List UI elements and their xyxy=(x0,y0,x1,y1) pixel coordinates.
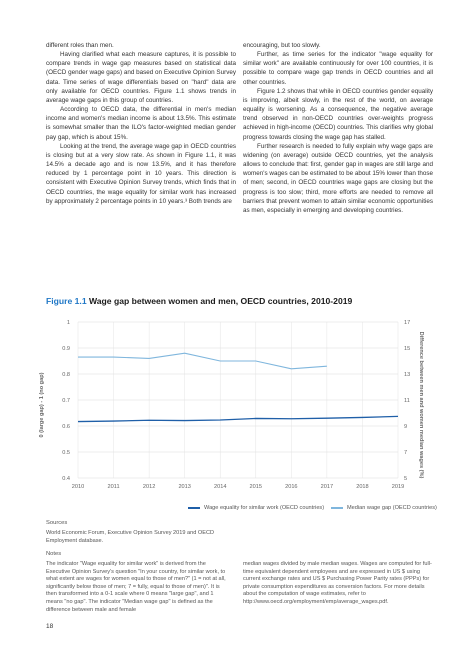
x-tick-label: 2019 xyxy=(391,484,405,490)
y-right-tick-label: 9 xyxy=(404,424,408,430)
y-left-tick-label: 0.6 xyxy=(62,424,70,430)
notes-text-left: The indicator "Wage equality for similar work" is derived from the Executive Opinion Survey's question "In your country, for similar work, to what extent are wages for women equal to those of men?" (1 = not at all, significantly below those of men; 7 = fully, equal to those of men)". It is then transformed into a 0-1 scale where 0 means "large gap", and 1 means "no gap". The indicator "Median wage gap" is defined as the difference between male and female xyxy=(46,561,226,613)
body-column-right xyxy=(243,41,433,215)
notes-text-right: median wages divided by male median wages. Wages are computed for full-time equivalent dependent employees and are expressed in US $ using current exchange rates and US $ Purchasing Power Parity rates (PPPs) for private consumption expenditures as conversion factors. For more details about the computation of wage estimates, refer to http://www.oecd.org/employment/emp/average_wages.pdf. xyxy=(243,561,432,605)
y-axis-right-label: Difference between men and women median wages (%) xyxy=(418,331,424,479)
y-right-tick-label: 5 xyxy=(404,476,408,482)
legend-label: Wage equality for similar work (OECD countries) xyxy=(204,505,325,511)
x-tick-label: 2010 xyxy=(71,484,85,490)
body-paragraph: different roles than men. xyxy=(46,42,114,49)
body-paragraph: Looking at the trend, the average wage gap in OECD countries is closing but at a very slow rate. As shown in Figure 1.1, it was 14.5% a decade ago and is now 13.5%, and it has therefore reduced by 1 percentage point in 10 years. This direction is consistent with Executive Opinion Survey trends, which finds that in OECD countries, the wage equality for similar work has increased by approximately 2 percentage points in 10 years.³ Both trends are xyxy=(46,142,236,205)
x-tick-label: 2013 xyxy=(178,484,191,490)
legend-swatch xyxy=(188,507,200,509)
y-right-tick-label: 17 xyxy=(404,320,411,326)
y-left-tick-label: 1 xyxy=(66,320,70,326)
body-paragraph: Further, as time series for the indicator "wage equality for similar work" are available continuously for over 100 countries, it is possible to compare wage gap trends in OECD countries and all other countries. xyxy=(243,51,433,86)
body-column-left xyxy=(46,41,236,206)
sources-heading: Sources xyxy=(46,520,68,526)
legend-item-wage-equality xyxy=(188,505,324,511)
figure-title-text: Wage gap between women and men, OECD countries, 2010-2019 xyxy=(88,296,353,306)
x-tick-label: 2018 xyxy=(356,484,369,490)
x-tick-label: 2012 xyxy=(142,484,156,490)
x-tick-label: 2011 xyxy=(107,484,120,490)
page-number: 18 xyxy=(46,623,54,630)
body-paragraph: encouraging, but too slowly. xyxy=(243,42,321,49)
legend-label: Median wage gap (OECD countries) xyxy=(347,505,437,511)
line-chart xyxy=(36,310,426,500)
y-left-tick-label: 0.9 xyxy=(62,346,70,352)
sources-text: World Economic Forum, Executive Opinion Survey 2019 and OECD Employment database. xyxy=(46,530,215,544)
x-tick-label: 2015 xyxy=(249,484,263,490)
body-paragraph: Figure 1.2 shows that while in OECD countries gender equality is improving, albeit slowly, in the rest of the world, on average equality is worsening. As a consequence, the negative average trend observed in non-OECD countries over-weights progress achieved in high-income (OECD) countries. This clarifies why global progress towards closing the wage gap has stalled. xyxy=(243,87,433,141)
x-tick-label: 2016 xyxy=(285,484,298,490)
y-left-tick-label: 0.4 xyxy=(62,476,70,482)
y-right-tick-label: 13 xyxy=(404,372,411,378)
y-right-tick-label: 7 xyxy=(404,450,408,456)
y-right-tick-label: 11 xyxy=(404,398,410,404)
y-right-tick-label: 15 xyxy=(404,346,411,352)
legend-item-median-wage-gap xyxy=(331,505,437,511)
y-left-tick-label: 0.5 xyxy=(62,450,70,456)
tick-labels xyxy=(62,320,410,490)
gridlines xyxy=(78,322,398,478)
body-paragraph: Further research is needed to fully explain why wage gaps are widening (on average) outside OECD countries, yet the analysis allows to conclude that: first, gender gap in wages are still large and women's wages can be estimated to be about 15% lower than those of men; second, in OECD countries wage gaps are closing but the progress is too slow; third, more efforts are needed to remove all barriers that prevent women to attain similar economic opportunities as men, especially in emerging and developing countries. xyxy=(243,142,433,214)
series-lines xyxy=(78,353,398,421)
figure-title xyxy=(46,296,436,306)
legend-swatch xyxy=(331,507,343,509)
x-tick-label: 2014 xyxy=(213,484,227,490)
figure-number: Figure 1.1 xyxy=(46,296,87,306)
body-paragraph: Having clarified what each measure captures, it is possible to compare trends in wage gap measures based on statistical data (OECD gender wage gaps) and based on Executive Opinion Survey data. Time series of wage differentials based on "hard" data are only available for OECD countries. Figure 1.1 shows trends in average wage gaps in this group of countries. xyxy=(46,51,236,104)
y-left-tick-label: 0.7 xyxy=(62,398,70,404)
series-line-1 xyxy=(78,416,398,421)
series-line-2 xyxy=(78,353,327,369)
notes-heading: Notes xyxy=(46,551,62,557)
y-axis-left-label: 0 (large gap) - 1 (no gap) xyxy=(39,372,45,438)
y-left-tick-label: 0.8 xyxy=(62,372,70,378)
body-paragraph: According to OECD data, the differential in men's median income and women's median income is about 13.5%. This estimate is somewhat smaller than the ILO's factor-weighted median gender pay gap, which is about 15%. xyxy=(46,106,236,141)
x-tick-label: 2017 xyxy=(320,484,334,490)
